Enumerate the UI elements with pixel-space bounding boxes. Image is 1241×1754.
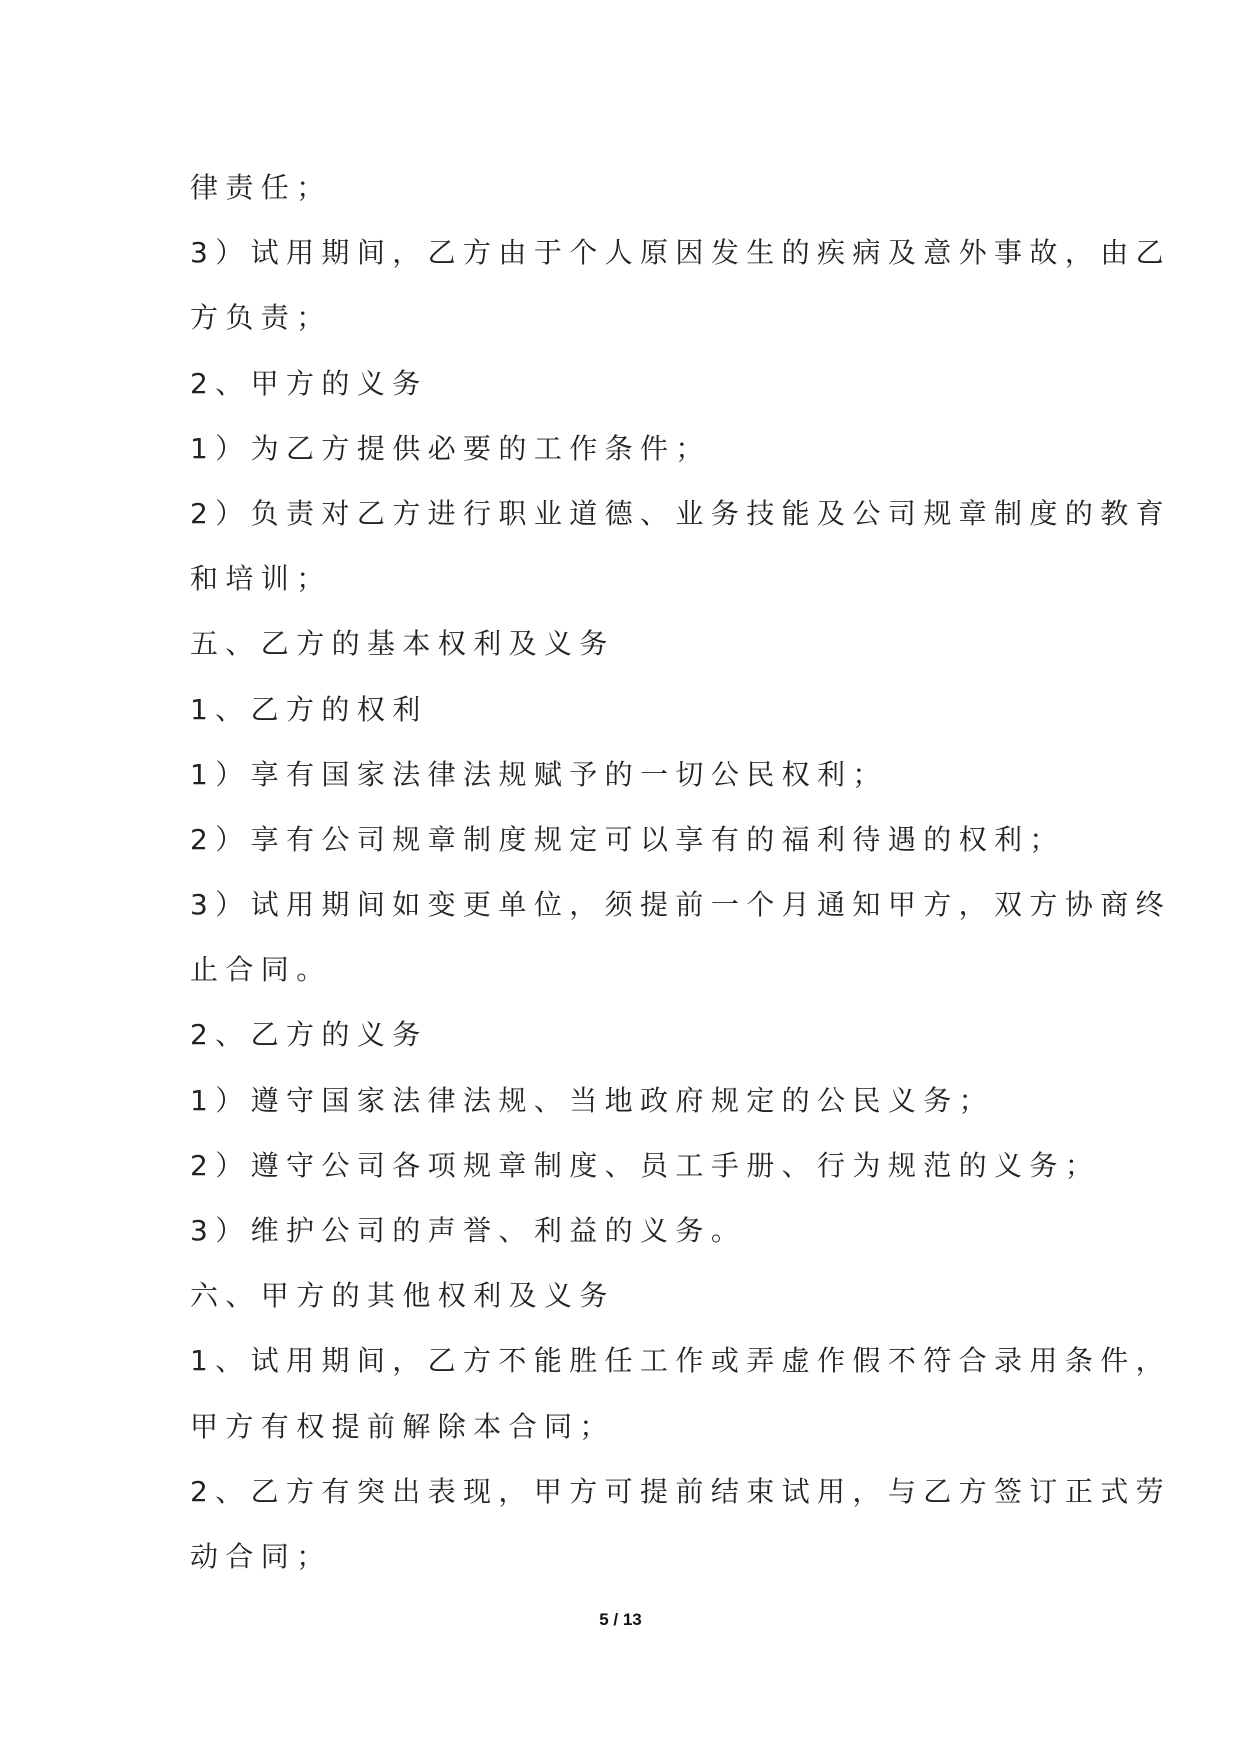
- text-line: 3）维护公司的声誉、利益的义务。: [190, 1214, 747, 1247]
- text-line: 3）试用期间，乙方由于个人原因发生的疾病及意外事故，由乙: [190, 236, 1172, 270]
- text-line: 1、试用期间，乙方不能胜任工作或弄虚作假不符合录用条件，: [190, 1344, 1172, 1378]
- text-line: 1）享有国家法律法规赋予的一切公民权利；: [190, 757, 888, 791]
- section-heading: 1、乙方的权利: [190, 692, 428, 726]
- text-line: 2）遵守公司各项规章制度、员工手册、行为规范的义务；: [190, 1148, 1101, 1182]
- page-number: 5 / 13: [599, 1610, 642, 1629]
- section-heading: 2、乙方的义务: [190, 1018, 428, 1052]
- text-line: 1）为乙方提供必要的工作条件；: [190, 431, 711, 465]
- text-line: 1）遵守国家法律法规、当地政府规定的公民义务；: [190, 1083, 995, 1117]
- text-line: 止合同。: [190, 953, 332, 987]
- text-line: 甲方有权提前解除本合同；: [190, 1409, 615, 1443]
- text-line: 2）享有公司规章制度规定可以享有的福利待遇的权利；: [190, 822, 1065, 856]
- section-heading: 2、甲方的义务: [190, 366, 428, 400]
- text-line: 3）试用期间如变更单位，须提前一个月通知甲方，双方协商终: [190, 888, 1172, 922]
- text-line: 2）负责对乙方进行职业道德、业务技能及公司规章制度的教育: [190, 496, 1172, 530]
- section-heading: 六、甲方的其他权利及义务: [190, 1279, 615, 1313]
- document-body: [190, 155, 1172, 1589]
- text-line: 2、乙方有突出表现，甲方可提前结束试用，与乙方签订正式劳: [190, 1474, 1172, 1508]
- text-line: 方负责；: [190, 301, 332, 335]
- text-line: 律责任；: [190, 171, 332, 204]
- section-heading: 五、乙方的基本权利及义务: [190, 627, 615, 661]
- text-line: 动合同；: [190, 1539, 332, 1573]
- text-line: 和培训；: [190, 562, 332, 596]
